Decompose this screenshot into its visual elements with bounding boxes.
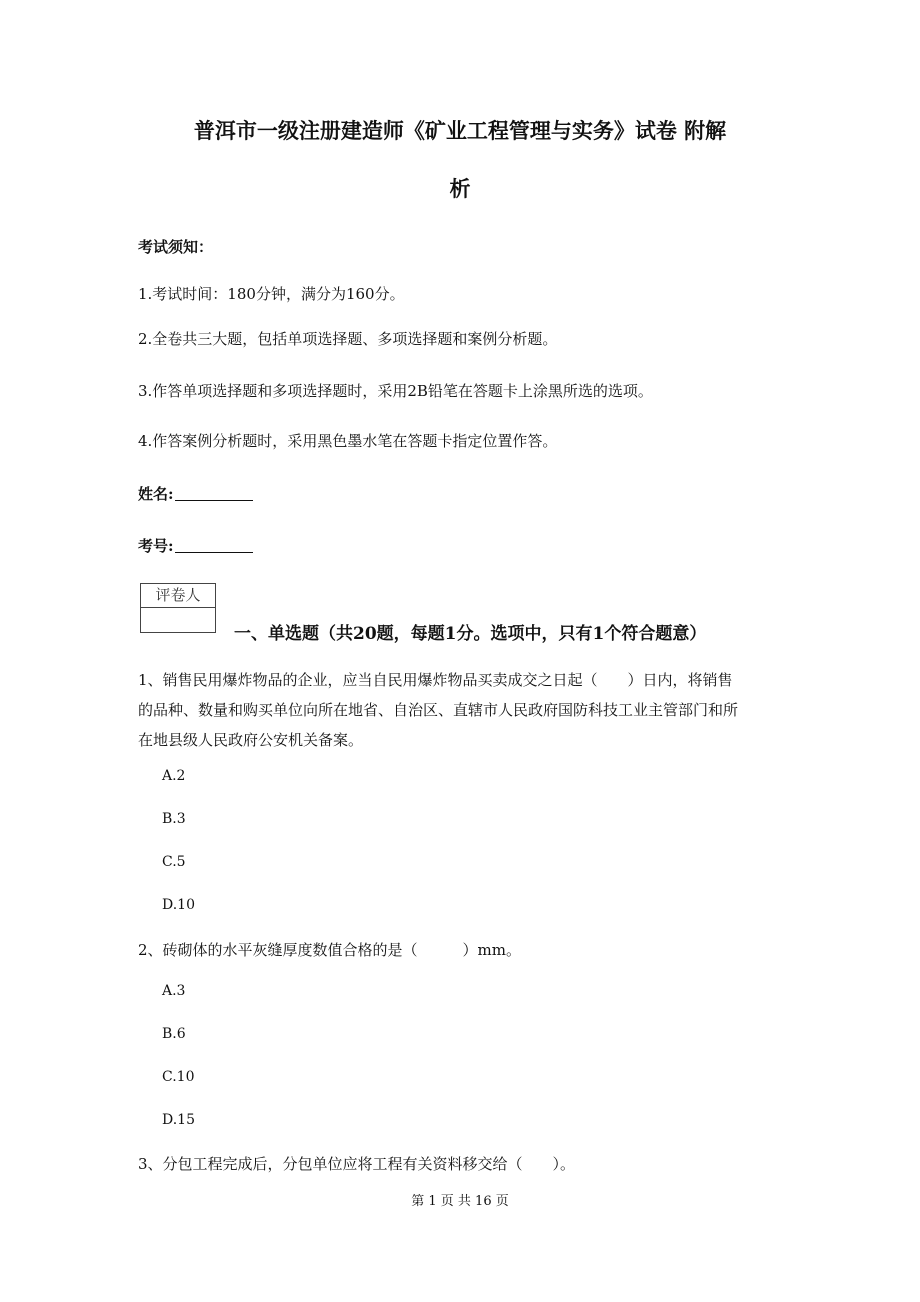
question-1-option-a: A.2: [162, 768, 186, 784]
name-blank-line[interactable]: [175, 484, 253, 501]
page-footer: 第 1 页 共 16 页: [411, 1194, 509, 1209]
name-field[interactable]: [138, 483, 253, 504]
exam-number-label: 考号:: [138, 537, 174, 555]
question-2: [138, 935, 521, 965]
question-1-option-d: D.10: [162, 897, 195, 913]
exam-number-field[interactable]: [138, 535, 253, 556]
page-title-line-2: 析: [449, 176, 471, 201]
question-text-line: 1、销售民用爆炸物品的企业，应当自民用爆炸物品买卖成交之日起（ ）日内，将销售: [138, 671, 733, 689]
question-text-line: 在地县级人民政府公安机关备案。: [138, 731, 364, 749]
question-3: [138, 1149, 575, 1179]
question-2-option-c: C.10: [162, 1069, 195, 1085]
question-2-option-b: B.6: [162, 1026, 186, 1042]
notes-heading: 考试须知：: [138, 238, 214, 256]
question-1-option-c: C.5: [162, 854, 186, 870]
note-item: 3.作答单项选择题和多项选择题时，采用2B铅笔在答题卡上涂黑所选的选项。: [138, 382, 653, 400]
note-item: 4.作答案例分析题时，采用黑色墨水笔在答题卡指定位置作答。: [138, 432, 558, 450]
question-text-line: 3、分包工程完成后，分包单位应将工程有关资料移交给（ ）。: [138, 1155, 576, 1173]
question-1-option-b: B.3: [162, 811, 186, 827]
exam-number-blank-line[interactable]: [175, 536, 253, 553]
question-text-line: 2、砖砌体的水平灰缝厚度数值合格的是（ ）mm。: [138, 941, 521, 959]
name-label: 姓名:: [138, 485, 174, 503]
grader-box: [140, 583, 216, 633]
question-1: [138, 665, 738, 755]
section-title: 一、单选题（共20题，每题1分。选项中，只有1个符合题意）: [234, 624, 707, 644]
question-2-option-d: D.15: [162, 1112, 195, 1128]
note-item: 1.考试时间：180分钟，满分为160分。: [138, 285, 405, 303]
note-item: 2.全卷共三大题，包括单项选择题、多项选择题和案例分析题。: [138, 330, 558, 348]
page-title-line-1: 普洱市一级注册建造师《矿业工程管理与实务》试卷 附解: [193, 118, 727, 143]
question-text-line: 的品种、数量和购买单位向所在地省、自治区、直辖市人民政府国防科技工业主管部门和所: [138, 701, 739, 719]
question-2-option-a: A.3: [162, 983, 186, 999]
grader-label: 评卷人: [141, 584, 215, 608]
